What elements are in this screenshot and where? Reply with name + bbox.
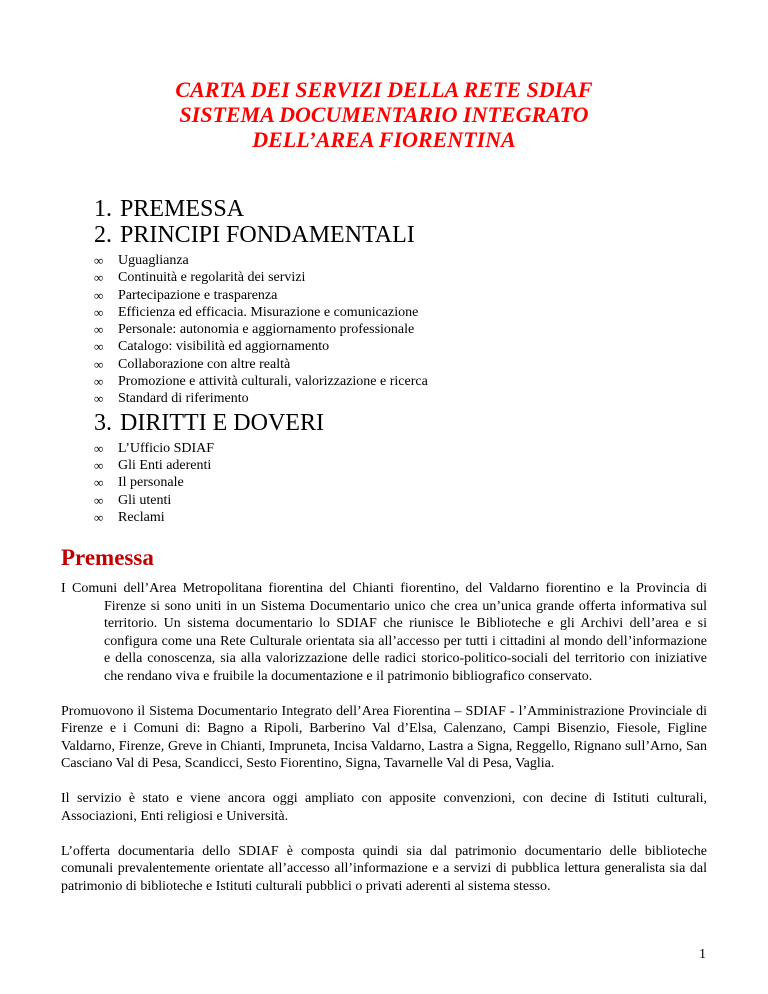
list-item: ∞ Catalogo: visibilità ed aggiornamento [94, 339, 330, 355]
list-item: ∞ Partecipazione e trasparenza [94, 287, 278, 303]
toc-heading-number: 1. [94, 196, 112, 222]
infinity-bullet-icon: ∞ [94, 457, 104, 473]
principles-list [94, 252, 694, 408]
toc-heading-3 [94, 410, 694, 436]
infinity-bullet-icon: ∞ [94, 374, 104, 390]
list-item: ∞ Promozione e attività culturali, valorizzazione e ricerca [94, 374, 428, 390]
toc-heading-text: PREMESSA [120, 196, 245, 222]
list-item: ∞ Gli Enti aderenti [94, 457, 212, 473]
infinity-bullet-icon: ∞ [94, 304, 104, 320]
infinity-bullet-icon: ∞ [94, 391, 104, 407]
paragraph: I Comuni dell’Area Metropolitana fiorentina del Chianti fiorentino, del Valdarno fiorentino e la Provincia di Firenze si sono uniti in un Sistema Documentario unico che crea un’unica grande offerta informativa sul territorio. Un sistema documentario lo SDIAF che riunisce le Biblioteche e gli Archivi dell’area e si configura come una Rete Culturale orientata sia all’accesso per tutti i cittadini al mondo dell’informazione e della conoscenza, sia alla valorizzazione delle radici storico-politico-sociali del territorio con iniziative che rendano viva e fruibile la documentazione e il patrimonio bibliografico conservato. [61, 581, 707, 684]
toc-heading-1 [94, 196, 694, 222]
infinity-bullet-icon: ∞ [94, 270, 104, 286]
list-item: ∞ Personale: autonomia e aggiornamento professionale [94, 322, 415, 338]
list-item: ∞ Il personale [94, 475, 184, 491]
toc-heading-text: DIRITTI E DOVERI [120, 409, 324, 436]
title-line-3: DELL’AREA FIORENTINA [252, 127, 516, 152]
paragraph: Il servizio è stato e viene ancora oggi ampliato con apposite convenzioni, con decine di Istituti culturali, Associazioni, Enti religiosi e Università. [61, 791, 707, 824]
toc-heading-number: 2. [94, 222, 112, 248]
list-item: ∞ Gli utenti [94, 492, 172, 508]
infinity-bullet-icon: ∞ [94, 356, 104, 372]
rights-duties-list [94, 440, 694, 526]
page-number: 1 [699, 947, 706, 962]
infinity-bullet-icon: ∞ [94, 287, 104, 303]
list-item: ∞ Reclami [94, 509, 165, 525]
table-of-contents [94, 196, 694, 528]
infinity-bullet-icon: ∞ [94, 339, 104, 355]
title-line-1: CARTA DEI SERVIZI DELLA RETE SDIAF [175, 77, 593, 102]
section-body [61, 580, 707, 913]
infinity-bullet-icon: ∞ [94, 492, 104, 508]
paragraph: Promuovono il Sistema Documentario Integrato dell’Area Fiorentina – SDIAF - l’Amministrazione Provinciale di Firenze e i Comuni di: Bagno a Ripoli, Barberino Val d’Elsa, Calenzano, Campi Bisenzio, Fiesole, Figline Valdarno, Firenze, Greve in Chianti, Impruneta, Incisa Valdarno, Lastra a Signa, Reggello, Rignano sull’Arno, San Casciano Val di Pesa, Scandicci, Sesto Fiorentino, Signa, Tavarnelle Val di Pesa, Vaglia. [61, 703, 707, 771]
toc-heading-text: PRINCIPI FONDAMENTALI [120, 222, 415, 248]
toc-heading-2 [94, 222, 694, 248]
list-item: ∞ Collaborazione con altre realtà [94, 356, 291, 372]
toc-heading-number: 3. [94, 409, 112, 436]
list-item: ∞ Standard di riferimento [94, 391, 249, 407]
list-item: ∞ Efficienza ed efficacia. Misurazione e comunicazione [94, 304, 419, 320]
paragraph: L’offerta documentaria dello SDIAF è composta quindi sia dal patrimonio documentario delle biblioteche comunali prevalentemente orientate all’accesso all’informazione e a servizi di pubblica lettura generalista sia dal patrimonio di biblioteche e Istituti culturali pubblici o privati aderenti al sistema stesso. [61, 843, 707, 894]
section-heading: Premessa [61, 545, 154, 570]
document-title [0, 77, 768, 152]
list-item: ∞ L’Ufficio SDIAF [94, 440, 215, 456]
title-line-2: SISTEMA DOCUMENTARIO INTEGRATO [179, 102, 589, 127]
infinity-bullet-icon: ∞ [94, 322, 104, 338]
list-item: ∞ Uguaglianza [94, 253, 189, 268]
infinity-bullet-icon: ∞ [94, 440, 104, 456]
infinity-bullet-icon: ∞ [94, 509, 104, 525]
infinity-bullet-icon: ∞ [94, 253, 104, 268]
list-item: ∞ Continuità e regolarità dei servizi [94, 270, 306, 286]
infinity-bullet-icon: ∞ [94, 475, 104, 491]
